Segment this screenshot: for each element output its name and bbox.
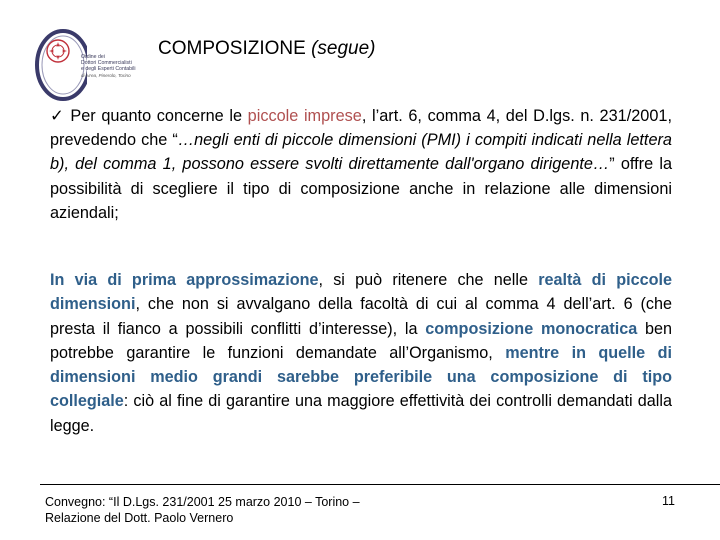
logo-text (81, 54, 161, 79)
logo-line: Dottori Commercialisti (81, 60, 132, 67)
slide-title (158, 38, 376, 60)
organization-logo (33, 22, 158, 110)
seal-icon (45, 38, 71, 64)
footer-line-1: Convegno: “Il D.Lgs. 231/2001 25 marzo 2010 – Torino – (45, 495, 360, 509)
checkmark-icon: ✓ (50, 107, 65, 125)
footer-citation (45, 494, 360, 526)
footer-line-2: Relazione del Dott. Paolo Vernero (45, 511, 234, 525)
text: , si può ritenere che nelle (318, 271, 539, 289)
text: , l’art. 6, comma 4, del D.lgs. n. 231/2001, prevedendo che “ (50, 107, 672, 150)
emphasis-prima-approssimazione: In via di prima approssimazione (50, 271, 319, 289)
highlight-piccole-imprese: piccole imprese (247, 107, 362, 125)
logo-line: e degli Esperti Contabili (81, 66, 136, 73)
text: , che non si avvalgano della facoltà di cui al comma 4 dell’art. 6 (che presta il fianco a possibili conflitti d’interesse), la (50, 295, 672, 338)
title-main: COMPOSIZIONE (158, 38, 306, 59)
page-number: 11 (662, 494, 675, 508)
footer-divider (40, 484, 720, 485)
title-sub: (segue) (311, 38, 376, 59)
emphasis-piccole-dimensioni: realtà di piccole dimensioni (50, 271, 672, 314)
logo-line: Ordine dei (81, 54, 105, 60)
text: ” offre la possibilità di scegliere il tipo di composizione anche in relazione alle dimensioni aziendali; (50, 155, 672, 222)
emphasis-composizione-collegiale: mentre in quelle di dimensioni medio grandi sarebbe preferibile una composizione di tipo collegiale (50, 343, 672, 411)
quote-italic: …negli enti di piccole dimensioni (PMI) i compiti indicati nella lettera b), del comma 1, possono essere svolti direttamente dall'organo dirigente… (50, 131, 672, 174)
text: Per quanto concerne le (64, 107, 248, 125)
logo-place: di Ivrea, Pinerolo, Torino (81, 72, 131, 78)
text: ben potrebbe garantire le funzioni demandate all’Organismo, (50, 319, 672, 362)
paragraph-2 (50, 268, 672, 438)
paragraph-1 (50, 104, 672, 225)
text: : ciò al fine di garantire una maggiore effettività dei controlli demandati dalla legge. (50, 392, 672, 435)
emphasis-composizione-monocratica: composizione monocratica (425, 319, 638, 338)
